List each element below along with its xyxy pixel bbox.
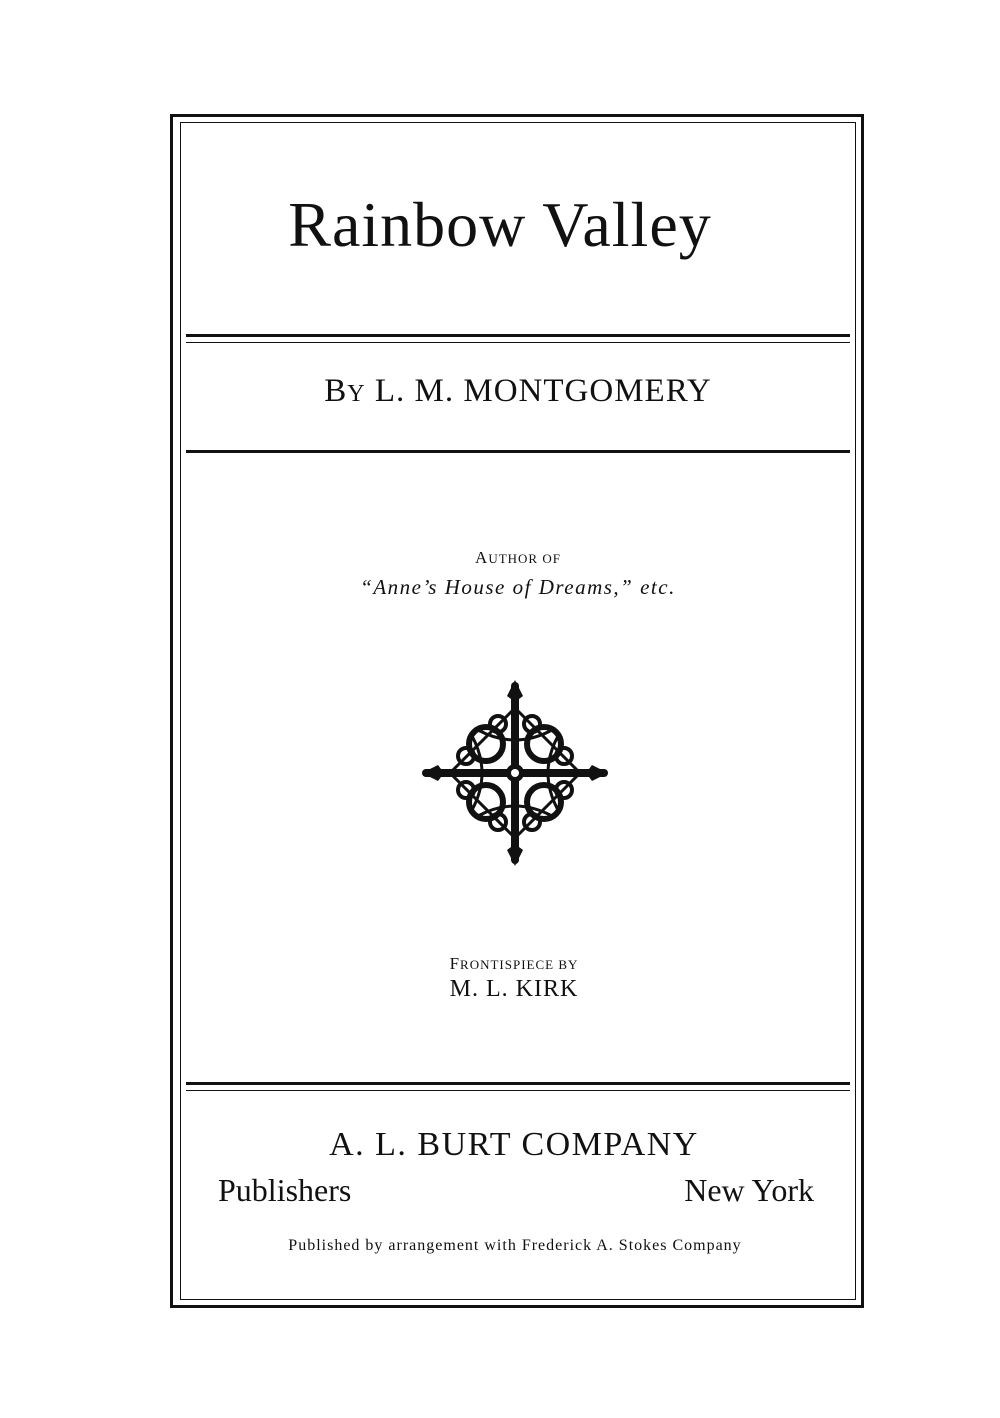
arrangement-note: Published by arrangement with Frederick A. Stokes Company (288, 1237, 742, 1254)
book-title: Rainbow Valley (288, 189, 712, 260)
author-prefix-rest: Y (347, 381, 366, 407)
author-of-rest: UTHOR OF (488, 551, 561, 566)
author-name: L. M. MONTGOMERY (374, 373, 712, 409)
author-of-initial: A (475, 548, 489, 567)
frontispiece-rest: RONTISPIECE BY (460, 957, 579, 972)
quatrefoil-ornament-icon (422, 680, 608, 866)
previous-work: “Anne’s House of Dreams,” etc. (360, 575, 676, 599)
frontispiece-initial: F (449, 954, 461, 973)
author-of-label (0, 548, 1000, 568)
publisher-divider (186, 1082, 850, 1091)
publisher-city: New York (684, 1172, 814, 1208)
author-prefix-initial: B (324, 373, 348, 409)
publisher-name: A. L. BURT COMPANY (329, 1126, 699, 1163)
title-divider (186, 334, 850, 343)
author-line (0, 373, 1000, 410)
illustrator-name: M. L. KIRK (449, 976, 579, 1002)
author-divider (186, 450, 850, 453)
frontispiece-label (0, 954, 1000, 974)
publishers-label: Publishers (218, 1172, 352, 1208)
